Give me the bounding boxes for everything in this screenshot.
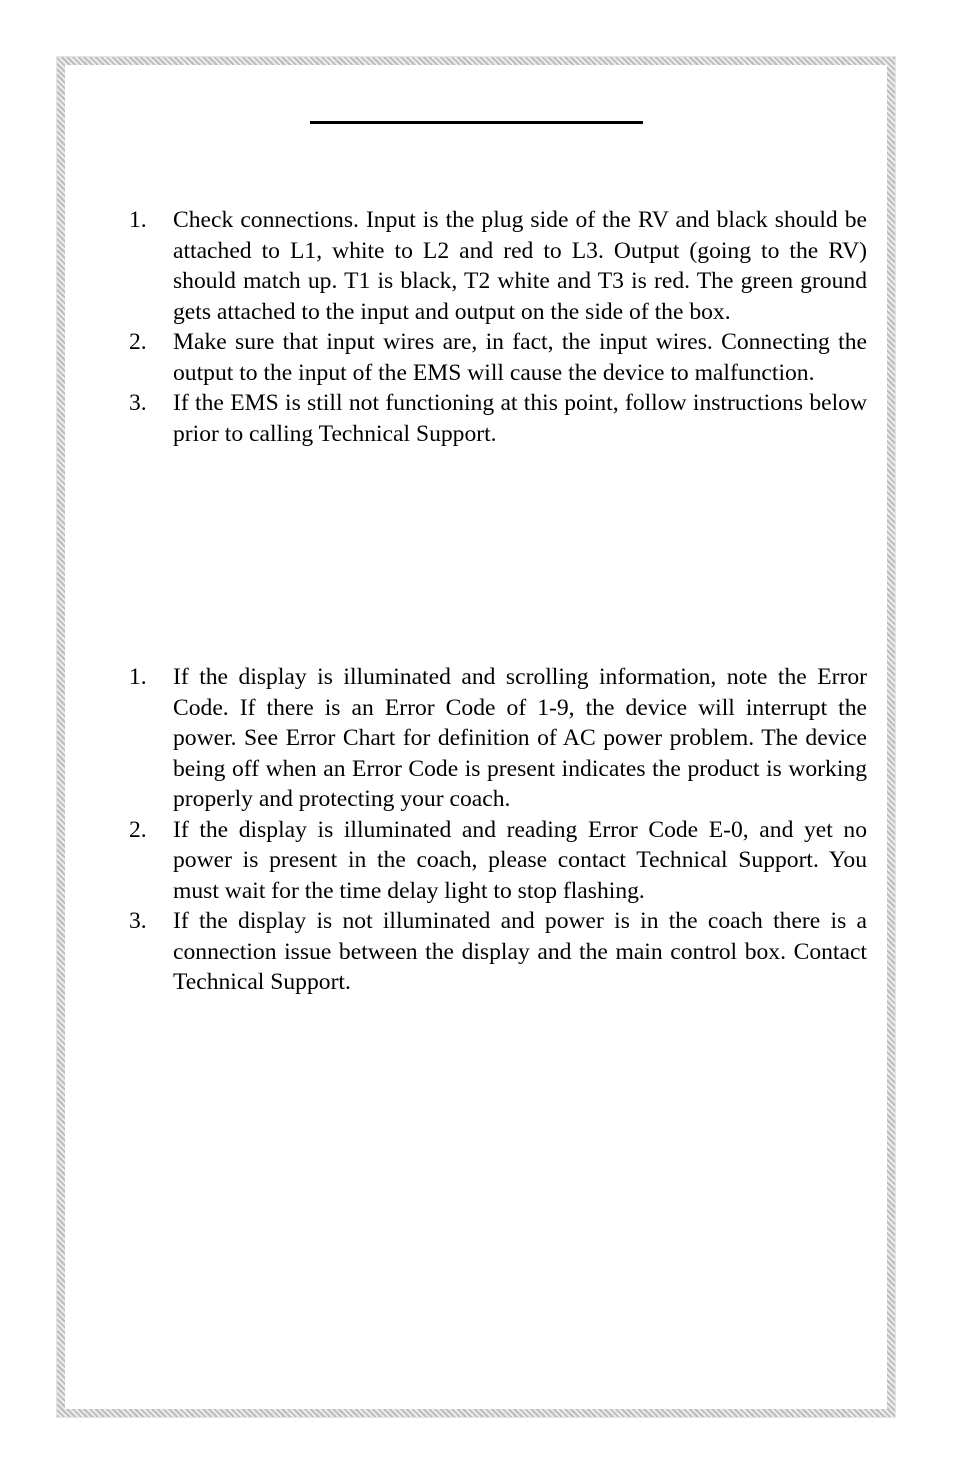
list-item bbox=[120, 662, 867, 815]
item-number: 3. bbox=[129, 908, 147, 934]
list-item bbox=[120, 327, 867, 388]
list-item bbox=[120, 388, 867, 449]
item-text: If the display is illuminated and reading Error Code E-0, and yet no power is present in the coach, please contact Technical Support. You must wait for the time delay light to stop flashing. bbox=[173, 816, 867, 904]
item-number: 1. bbox=[129, 207, 147, 233]
item-text: Check connections. Input is the plug side of the RV and black should be attached to L1, white to L2 and red to L3. Output (going to the RV) should match up. T1 is black, T2 white and T3 is red. The green ground gets attached to the input and output on the side of the box. bbox=[173, 207, 867, 325]
list-item bbox=[120, 205, 867, 327]
item-text: If the display is not illuminated and power is in the coach there is a connection issue between the display and the main control box. Contact Technical Support. bbox=[173, 908, 867, 995]
item-number: 1. bbox=[129, 664, 147, 690]
item-number: 2. bbox=[129, 816, 147, 843]
display-troubleshooting-list bbox=[120, 662, 867, 998]
item-text: If the display is illuminated and scrolling information, note the Error Code. If there is an Error Code of 1-9, the device will interrupt the power. See Error Chart for definition of AC power problem. The device being off when an Error Code is present indicates the product is working properly and protecting your coach. bbox=[173, 664, 867, 812]
item-text: Make sure that input wires are, in fact, the input wires. Connecting the output to the input of the EMS will cause the device to malfunction. bbox=[173, 329, 867, 386]
list-item bbox=[120, 906, 867, 998]
item-text: If the EMS is still not functioning at this point, follow instructions below prior to calling Technical Support. bbox=[173, 390, 867, 447]
item-number: 3. bbox=[129, 390, 147, 416]
item-number: 2. bbox=[129, 329, 147, 355]
connection-check-list bbox=[120, 205, 867, 449]
list-item bbox=[120, 815, 867, 907]
title-underline bbox=[310, 121, 643, 124]
